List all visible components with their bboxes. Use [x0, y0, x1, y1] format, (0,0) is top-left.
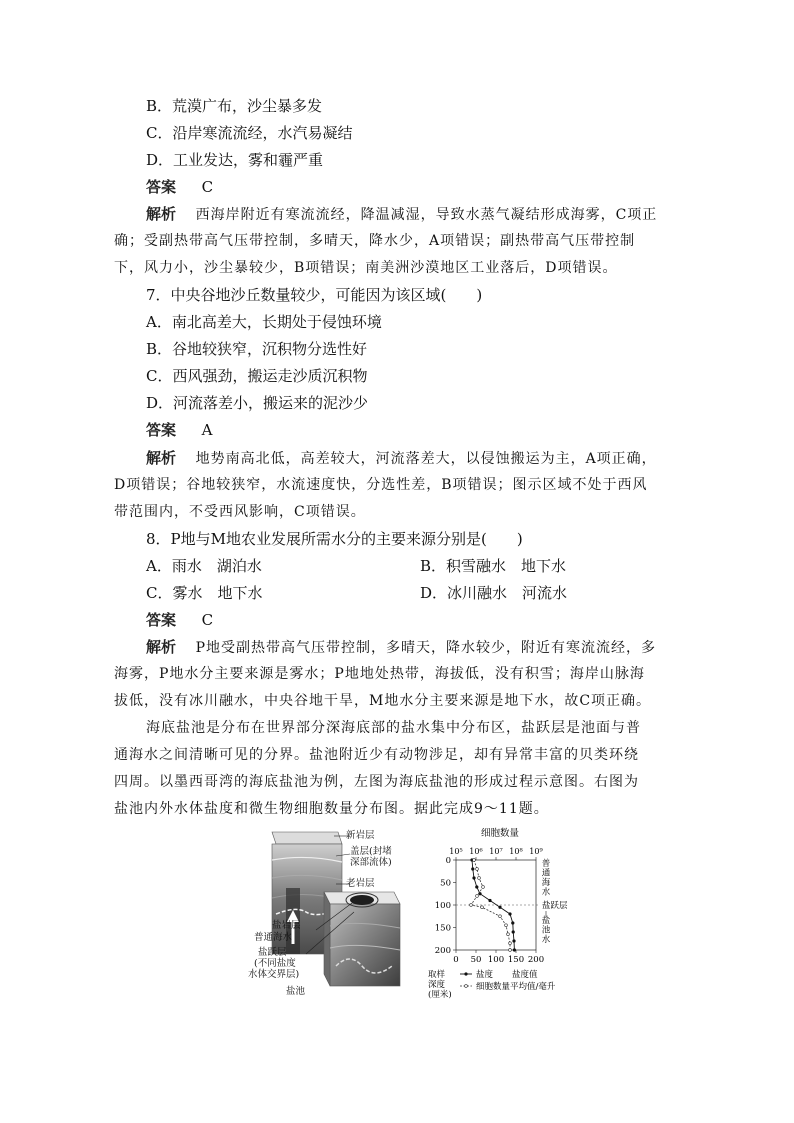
- cell-count-point: [482, 886, 485, 889]
- block-lower: [324, 892, 400, 986]
- passage-line-3: 四周。以墨西哥湾的海底盐池为例，左图为海底盐池的形成过程示意图。右图为: [114, 774, 639, 790]
- legend-salinity-value-label: 盐度值: [512, 970, 538, 980]
- q7-explanation-line-1: [146, 448, 657, 469]
- explanation-text: 地势南高北低，高差较大，河流落差大，以侵蚀搬运为主，A项正确，: [195, 451, 657, 467]
- answer-value: A: [201, 421, 213, 439]
- answer-value: C: [201, 611, 214, 629]
- cell-count-point: [507, 933, 510, 936]
- label-new-rock: 新岩层: [346, 830, 375, 841]
- q7-explanation-line-2: D项错误；谷地较狭窄，水流速度快，分选性差，B项错误；图示区域不处于西风: [114, 477, 648, 493]
- legend-salinity-marker: [464, 972, 467, 975]
- label-halocline-note-1: (不同盐度: [254, 958, 296, 969]
- q7-answer-line: [146, 420, 212, 440]
- q6-explanation-line-3: 下，风力小，沙尘暴较少，B项错误；南美洲沙漠地区工业落后，D项错误。: [114, 260, 618, 276]
- salinity-point: [512, 939, 515, 942]
- cell-count-point: [478, 877, 481, 880]
- answer-label: 答案: [146, 178, 177, 196]
- y-label-line: (厘米): [428, 990, 452, 1000]
- right-zone-labels: [542, 858, 568, 945]
- cell-count-point: [509, 942, 512, 945]
- label-cap-layer: 盖层(封堵: [350, 846, 392, 857]
- brine-pool-diagram: [246, 826, 426, 1010]
- passage-line-2: 通海水之间清晰可见的分界。盐池附近少有动物涉足，却有异常丰富的贝类环绕: [114, 747, 639, 763]
- cell-count-point: [509, 949, 512, 952]
- q7-stem: 7．中央谷地沙丘数量较少，可能因为该区域( ): [146, 286, 483, 304]
- salinity-cell-chart: [426, 826, 584, 1010]
- y-tick-label: 50: [440, 878, 451, 889]
- salinity-point: [511, 921, 514, 924]
- explanation-text: 西海岸附近有寒流流经，降温减湿，导致水蒸气凝结形成海雾，C项正: [195, 207, 658, 223]
- legend-salinity-label: 盐度: [476, 970, 494, 980]
- label-brine-pool: 盐池: [286, 986, 306, 997]
- salinity-point: [488, 899, 491, 902]
- top-tick-label: 10⁶: [469, 847, 483, 856]
- q7-option-a: A．南北高差大，长期处于侵蚀环境: [146, 313, 382, 331]
- q6-option-b: B．荒漠广布，沙尘暴多发: [146, 97, 323, 115]
- salinity-point: [498, 906, 501, 909]
- salinity-point: [513, 948, 516, 951]
- zone-label-char: 池: [541, 925, 551, 936]
- y-axis-ticks: [435, 856, 456, 956]
- zone-label-char: 普: [541, 859, 551, 869]
- q8-answer-line: [146, 610, 213, 630]
- legend-cells-label: 细胞数量平均值/毫升: [476, 982, 556, 992]
- salinity-point: [472, 876, 475, 879]
- zone-label-char: 盐: [541, 916, 551, 926]
- figure: [246, 826, 584, 1010]
- zone-label-brine: [542, 915, 551, 945]
- q7-option-b: B．谷地较狭窄，沉积物分选性好: [146, 340, 368, 358]
- top-tick-label: 10⁷: [489, 847, 503, 856]
- bottom-axis-ticks: [453, 950, 544, 965]
- bottom-tick-label: 150: [507, 955, 525, 965]
- q6-explanation-line-1: [146, 204, 657, 225]
- q8-explanation-line-3: 拔低，没有冰川融水，中央谷地干旱，M地水分主要来源是地下水，故C项正确。: [114, 693, 652, 709]
- q8-option-c: C．雾水 地下水: [146, 584, 263, 602]
- cell-count-point: [481, 906, 484, 909]
- label-old-rock: 老岩层: [346, 878, 375, 889]
- q8-option-a: A．雨水 湖泊水: [146, 557, 262, 575]
- y-label-line: 深度: [428, 980, 446, 990]
- explanation-label: 解析: [146, 449, 177, 467]
- bottom-tick-label: 200: [527, 955, 545, 965]
- passage-line-1: 海底盐池是分布在世界部分深海底部的盐水集中分布区，盐跃层是池面与普: [146, 720, 641, 736]
- top-tick-label: 10⁸: [509, 847, 523, 856]
- top-axis-ticks: [449, 847, 543, 860]
- chart-title: 细胞数量: [480, 828, 520, 839]
- zone-label-halocline: 盐跃层: [542, 901, 568, 911]
- y-tick-label: 0: [445, 856, 451, 866]
- q7-option-c: C．西风强劲，搬运走沙质沉积物: [146, 367, 368, 385]
- q6-option-c: C．沿岸寒流流经，水汽易凝结: [146, 124, 353, 142]
- q7-explanation-line-3: 带范围内，不受西风影响，C项错误。: [114, 504, 366, 520]
- cell-count-point: [505, 924, 508, 927]
- chart-legend: [460, 969, 556, 992]
- zone-label-char: 通: [541, 868, 551, 879]
- q8-stem: 8．P地与M地农业发展所需水分的主要来源分别是( ): [146, 530, 523, 548]
- explanation-label: 解析: [146, 638, 177, 656]
- bottom-tick-label: 100: [487, 955, 505, 965]
- zone-label-char: 水: [541, 887, 551, 898]
- label-cap-layer-note: 深部流体): [350, 857, 392, 868]
- q6-option-d: D．工业发达，雾和霾严重: [146, 151, 324, 169]
- zone-label-char: 海: [541, 878, 551, 888]
- salinity-point: [508, 912, 511, 915]
- q8-explanation-line-2: 海雾，P地水分主要来源是雾水；P地地处热带，海拔低，没有积雪；海岸山脉海: [114, 666, 645, 682]
- cell-count-point: [473, 859, 476, 862]
- cell-count-point: [476, 895, 479, 898]
- q8-explanation-line-1: [146, 637, 656, 658]
- answer-label: 答案: [146, 421, 177, 439]
- zone-label-char: 水: [541, 935, 551, 945]
- label-halocline-note-2: 水体交界层): [248, 969, 300, 980]
- explanation-label: 解析: [146, 205, 177, 223]
- label-seawater: 普通海水: [254, 932, 293, 943]
- label-salt-rock: 盐岩层: [272, 920, 301, 931]
- y-tick-label: 100: [434, 901, 451, 911]
- y-axis-label: [428, 969, 452, 1000]
- label-halocline: 盐跃层: [258, 947, 287, 958]
- answer-value: C: [201, 178, 214, 196]
- y-tick-label: 200: [434, 946, 451, 956]
- salinity-point: [471, 867, 474, 870]
- top-tick-label: 10⁵: [449, 847, 463, 856]
- q6-answer-line: [146, 177, 213, 197]
- bottom-tick-label: 0: [453, 955, 459, 965]
- passage-line-4: 盐池内外水体盐度和微生物细胞数量分布图。据此完成9～11题。: [114, 801, 549, 817]
- salinity-point: [512, 930, 515, 933]
- bottom-tick-label: 50: [470, 955, 482, 965]
- y-tick-label: 150: [434, 923, 451, 934]
- cell-count-point: [499, 915, 502, 918]
- q8-option-d: D．冰川融水 河流水: [420, 584, 568, 602]
- zone-label-seawater: [542, 858, 551, 898]
- y-label-line: 取样: [428, 970, 446, 980]
- cell-count-point: [470, 904, 473, 907]
- q6-explanation-line-2: 确；受副热带高气压带控制，多晴天，降水少，A项错误；副热带高气压带控制: [114, 233, 636, 249]
- explanation-text: P地受副热带高气压带控制，多晴天，降水较少，附近有寒流流经，多: [195, 640, 656, 656]
- answer-label: 答案: [146, 611, 177, 629]
- salinity-point: [475, 885, 478, 888]
- legend-cells-marker: [465, 985, 468, 988]
- q7-option-d: D．河流落差小，搬运来的泥沙少: [146, 394, 369, 412]
- cell-count-point: [476, 868, 479, 871]
- top-tick-label: 10⁹: [529, 847, 543, 856]
- q8-option-b: B．积雪融水 地下水: [420, 557, 567, 575]
